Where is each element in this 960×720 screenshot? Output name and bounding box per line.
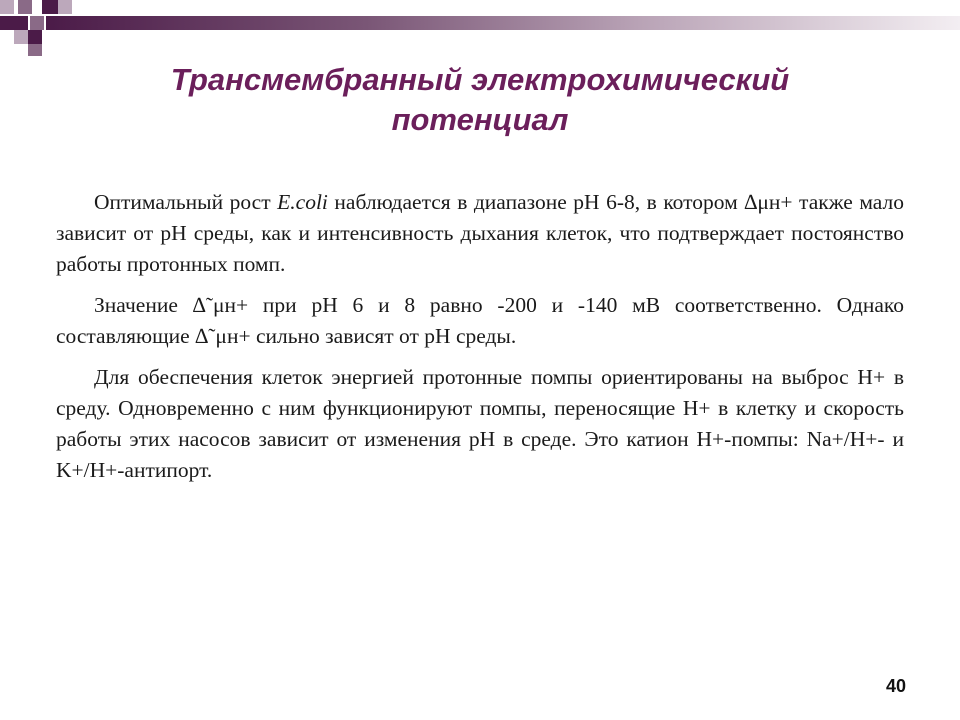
paragraph bbox=[56, 290, 904, 352]
paragraph bbox=[56, 362, 904, 486]
slide-title bbox=[60, 60, 900, 140]
decor-square bbox=[42, 0, 58, 14]
decor-square bbox=[58, 0, 72, 14]
slide-title-line: потенциал bbox=[391, 102, 569, 137]
paragraph-text: Для обеспечения клеток энергией протонные помпы ориентированы на выброс Н+ в среду. Одновременно с ним функционируют помпы, переносящие Н+ в клетку и скорость работы этих насосов зависит от изменения рН в среде. Это катион Н+-помпы: Na+/H+- и K+/H+-антипорт. bbox=[56, 365, 904, 482]
decor-square bbox=[18, 0, 32, 14]
decor-square bbox=[0, 16, 28, 30]
decor-square bbox=[30, 16, 44, 30]
paragraph-text: Значение ∆˜μн+ при рН 6 и 8 равно -200 и -140 мВ соответственно. Однако составляющие ∆˜μн+ сильно зависят от рН среды. bbox=[56, 293, 904, 348]
slide-body bbox=[56, 187, 904, 496]
decor-square bbox=[28, 30, 42, 44]
decor-square bbox=[14, 30, 28, 44]
paragraph-text: наблюдается в диапазоне рН 6-8, в котором ∆μн+ также мало зависит от рН среды, как и интенсивность дыхания клеток, что подтверждает постоянство работы протонных помп. bbox=[56, 190, 905, 276]
slide-title-line: Трансмембранный электрохимический bbox=[170, 62, 790, 97]
species-name: E.coli bbox=[277, 190, 328, 214]
paragraph bbox=[56, 187, 904, 280]
decor-square bbox=[0, 0, 14, 14]
page-number: 40 bbox=[885, 676, 906, 696]
decor-square bbox=[28, 44, 42, 56]
header-gradient-bar bbox=[46, 16, 960, 30]
paragraph-text: Оптимальный рост bbox=[94, 190, 278, 214]
